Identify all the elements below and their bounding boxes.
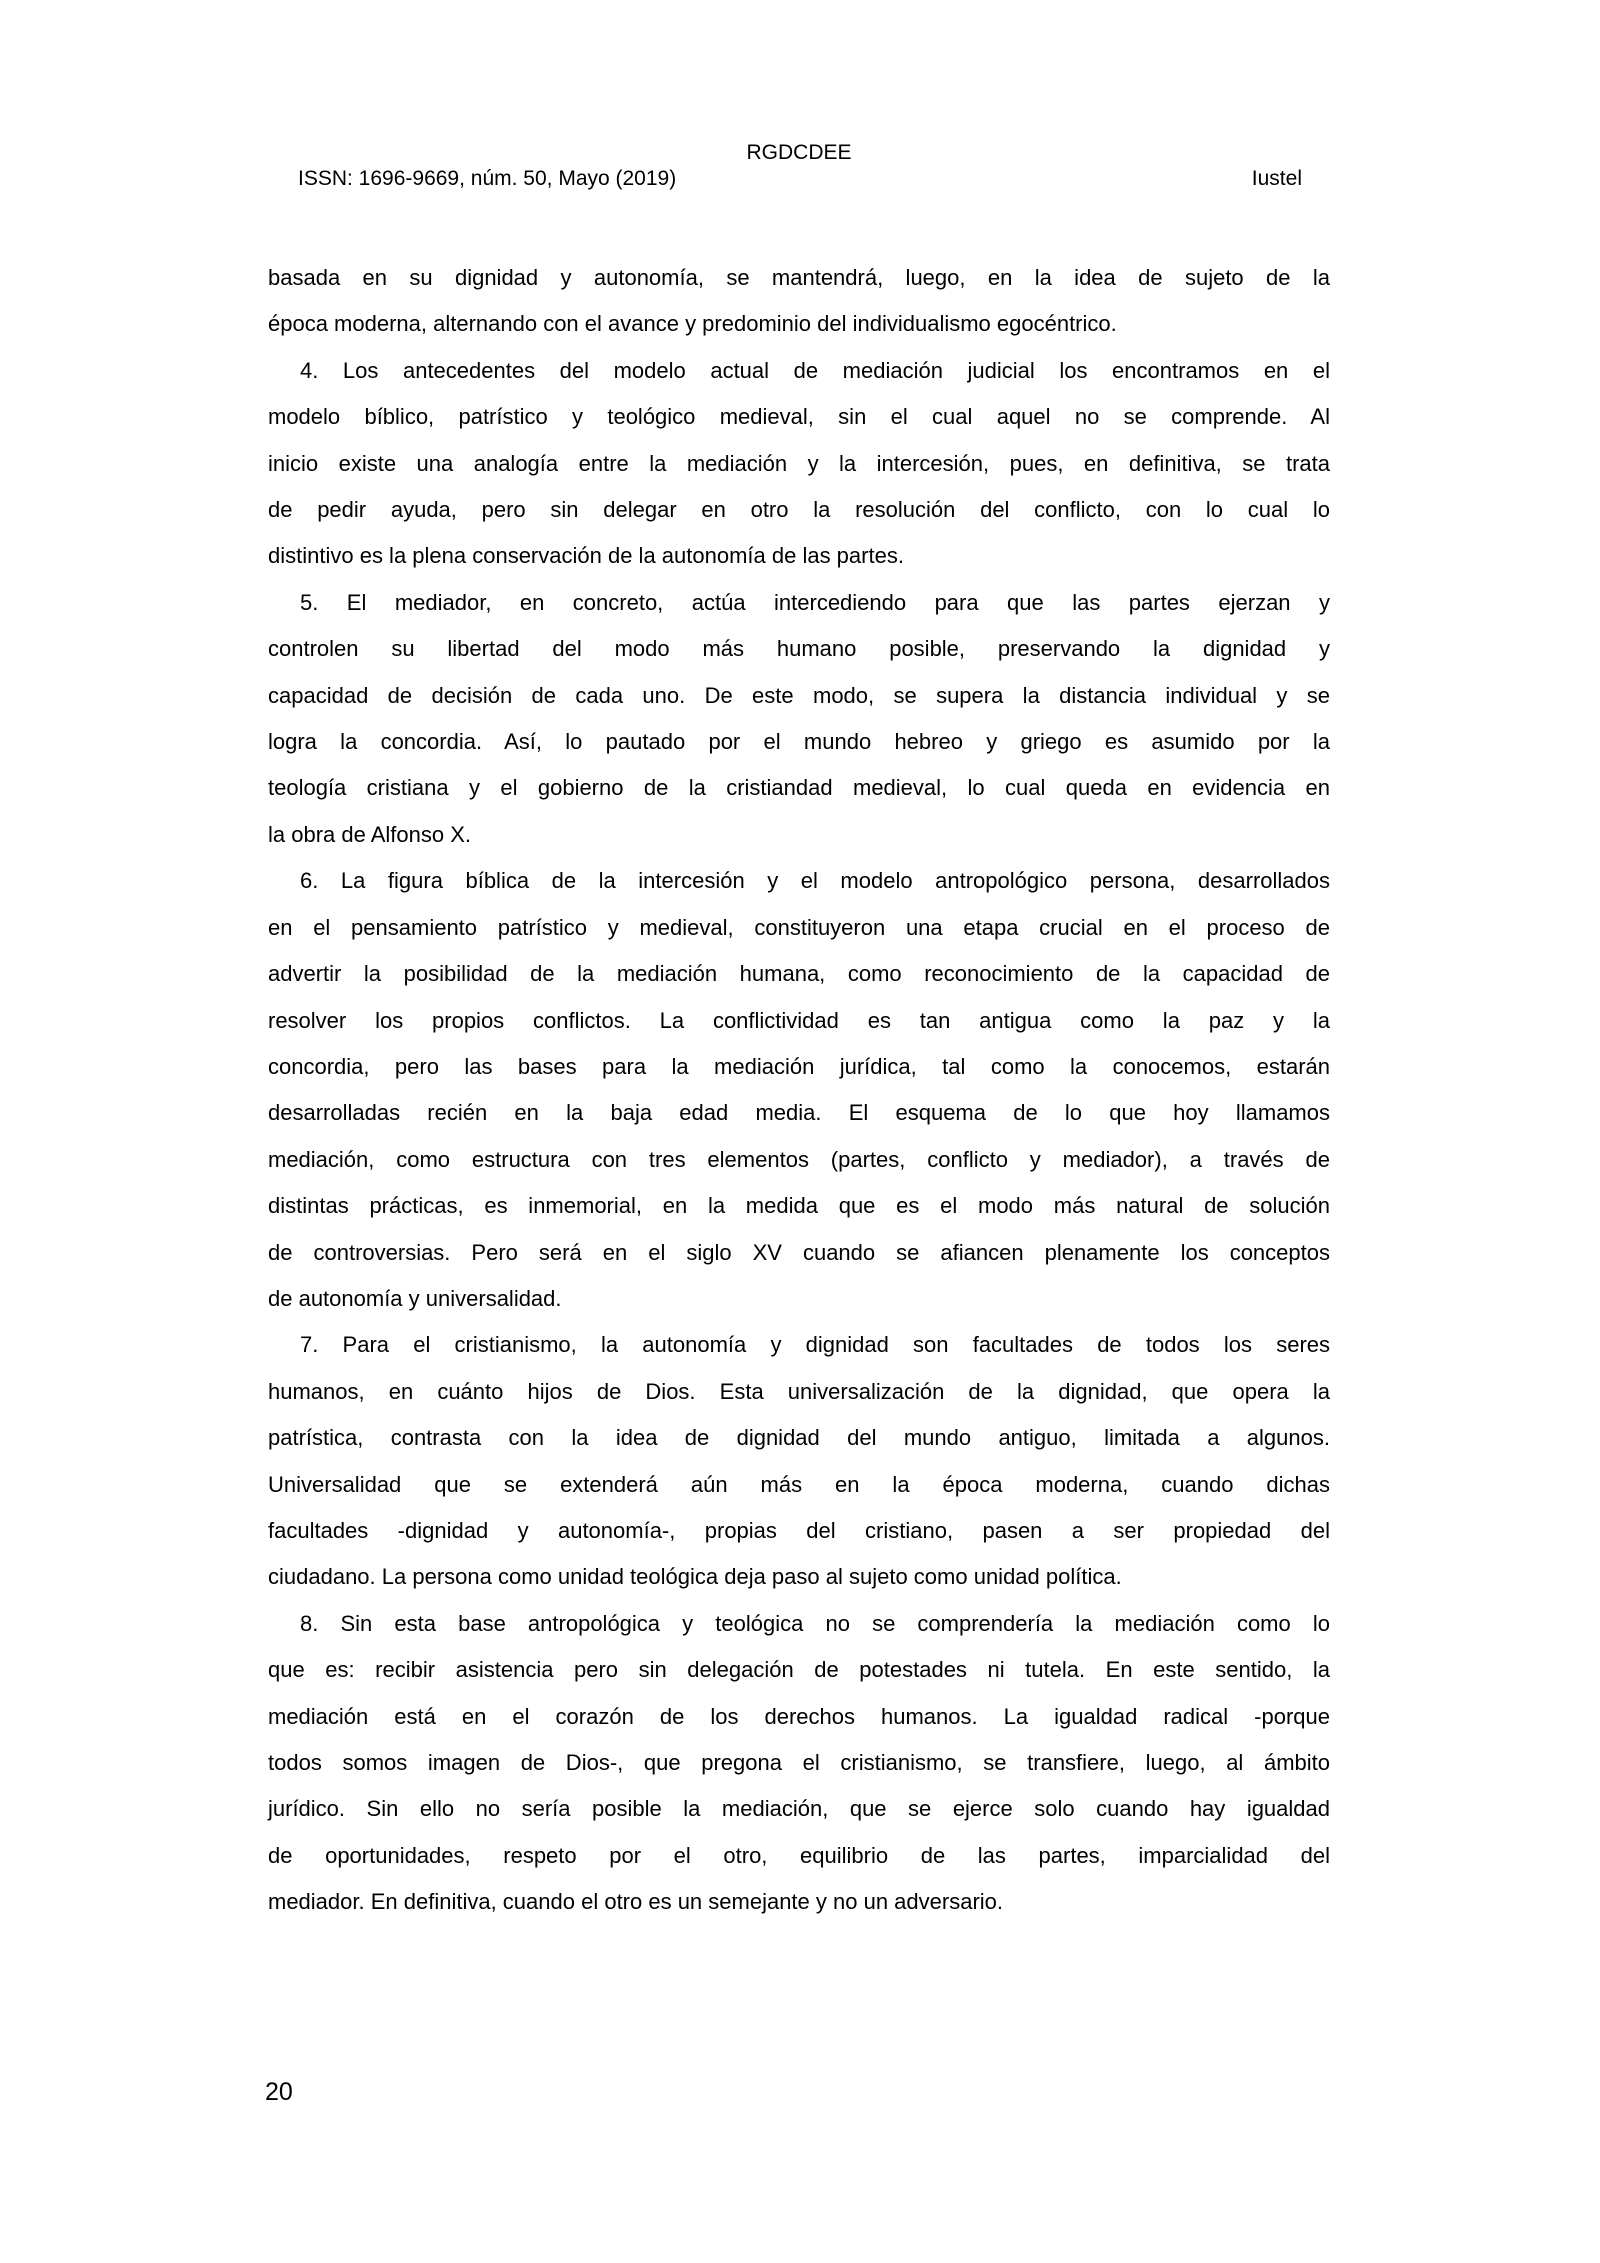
issn-line: ISSN: 1696-9669, núm. 50, Mayo (2019) <box>298 167 677 190</box>
text-line: de oportunidades, respeto por el otro, equilibrio de las partes, imparcialidad del <box>268 1842 1330 1868</box>
text-line: humanos, en cuánto hijos de Dios. Esta universalización de la dignidad, que opera la <box>268 1378 1330 1404</box>
text-line: controlen su libertad del modo más humano posible, preservando la dignidad y <box>268 636 1330 662</box>
text-line: logra la concordia. Así, lo pautado por el mundo hebreo y griego es asumido por la <box>268 729 1330 755</box>
paragraph <box>268 580 1330 858</box>
text-line: resolver los propios conflictos. La conflictividad es tan antigua como la paz y la <box>268 1007 1330 1033</box>
text-line: época moderna, alternando con el avance y predominio del individualismo egocéntrico. <box>268 311 1117 337</box>
text-line: mediación, como estructura con tres elementos (partes, conflicto y mediador), a través de <box>268 1146 1330 1172</box>
paragraph <box>268 348 1330 580</box>
text-line: 6. La figura bíblica de la intercesión y el modelo antropológico persona, desarrollados <box>300 868 1330 894</box>
text-line: capacidad de decisión de cada uno. De este modo, se supera la distancia individual y se <box>268 682 1330 708</box>
text-line: basada en su dignidad y autonomía, se mantendrá, luego, en la idea de sujeto de la <box>268 265 1330 290</box>
text-line: desarrolladas recién en la baja edad media. El esquema de lo que hoy llamamos <box>268 1100 1330 1126</box>
text-line: la obra de Alfonso X. <box>268 821 472 847</box>
publisher-name: Iustel <box>1251 167 1302 190</box>
text-line: que es: recibir asistencia pero sin delegación de potestades ni tutela. En este sentido, la <box>268 1657 1330 1683</box>
paragraph <box>268 1601 1330 1926</box>
text-line: de pedir ayuda, pero sin delegar en otro la resolución del conflicto, con lo cual lo <box>268 497 1330 523</box>
text-line: distintivo es la plena conservación de la autonomía de las partes. <box>268 543 904 569</box>
text-line: de autonomía y universalidad. <box>268 1285 562 1311</box>
text-line: mediación está en el corazón de los derechos humanos. La igualdad radical -porque <box>268 1703 1330 1729</box>
text-line: Universalidad que se extenderá aún más en la época moderna, cuando dichas <box>268 1471 1330 1497</box>
text-line: advertir la posibilidad de la mediación humana, como reconocimiento de la capacidad de <box>268 961 1330 987</box>
text-line: 7. Para el cristianismo, la autonomía y dignidad son facultades de todos los seres <box>300 1332 1330 1358</box>
document-body <box>268 255 1330 1926</box>
text-line: distintas prácticas, es inmemorial, en la medida que es el modo más natural de solución <box>268 1193 1330 1219</box>
text-line: todos somos imagen de Dios-, que pregona el cristianismo, se transfiere, luego, al ámbito <box>268 1750 1330 1775</box>
page-number: 20 <box>265 2078 293 2106</box>
text-line: patrística, contrasta con la idea de dignidad del mundo antiguo, limitada a algunos. <box>268 1425 1330 1451</box>
paragraph <box>268 1322 1330 1600</box>
text-line: inicio existe una analogía entre la mediación y la intercesión, pues, en definitiva, se trata <box>268 450 1330 476</box>
text-line: teología cristiana y el gobierno de la cristiandad medieval, lo cual queda en evidencia en <box>268 775 1330 801</box>
text-line: modelo bíblico, patrístico y teológico medieval, sin el cual aquel no se comprende. Al <box>268 404 1330 430</box>
page-header <box>268 167 1330 191</box>
text-line: 4. Los antecedentes del modelo actual de mediación judicial los encontramos en el <box>300 357 1330 383</box>
paragraph <box>268 858 1330 1322</box>
text-line: facultades -dignidad y autonomía-, propias del cristiano, pasen a ser propiedad del <box>268 1517 1330 1543</box>
journal-title: RGDCDEE <box>746 141 852 164</box>
text-line: de controversias. Pero será en el siglo XV cuando se afiancen plenamente los conceptos <box>268 1239 1330 1265</box>
text-line: mediador. En definitiva, cuando el otro es un semejante y no un adversario. <box>268 1889 1004 1915</box>
text-line: ciudadano. La persona como unidad teológica deja paso al sujeto como unidad política. <box>268 1564 1122 1590</box>
text-line: 8. Sin esta base antropológica y teológica no se comprendería la mediación como lo <box>300 1610 1330 1636</box>
text-line: jurídico. Sin ello no sería posible la mediación, que se ejerce solo cuando hay igualdad <box>268 1796 1330 1822</box>
text-line: concordia, pero las bases para la mediación jurídica, tal como la conocemos, estarán <box>268 1053 1330 1079</box>
paragraph <box>268 255 1330 348</box>
text-line: 5. El mediador, en concreto, actúa intercediendo para que las partes ejerzan y <box>300 589 1330 615</box>
text-line: en el pensamiento patrístico y medieval, constituyeron una etapa crucial en el proceso de <box>268 914 1330 940</box>
